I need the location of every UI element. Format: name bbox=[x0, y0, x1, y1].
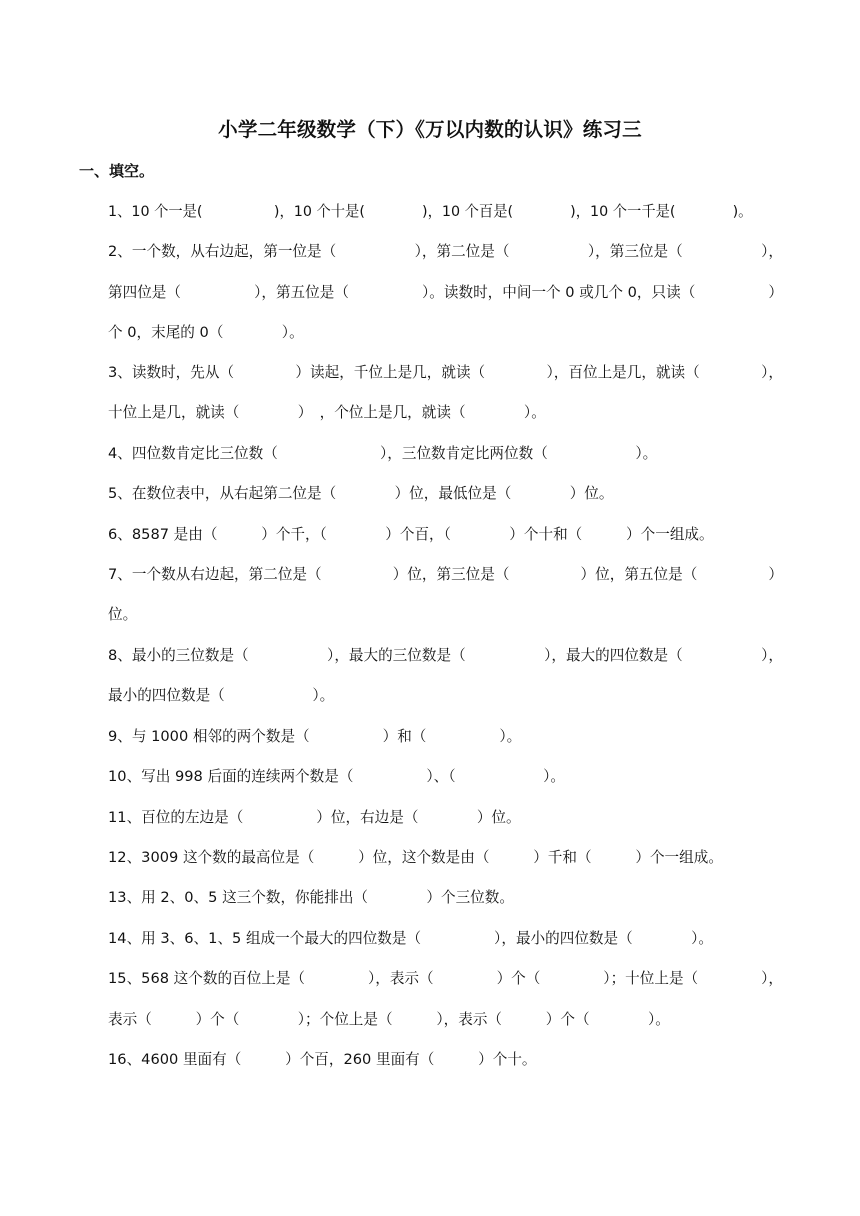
question-15-part: ）个（ bbox=[496, 970, 541, 987]
question-8-part: ），最大的四位数是（ bbox=[544, 647, 683, 664]
question-8-part: 8、最小的三位数是（ bbox=[108, 647, 249, 664]
question-3-part: ）， bbox=[761, 364, 783, 381]
question-7-part: ） bbox=[768, 566, 783, 583]
question-14: 14、用 3、6、1、5 组成一个最大的四位数是（ ），最小的四位数是（ ）。 bbox=[108, 930, 713, 947]
question-1: 1、10 个一是( )，10 个十是( )，10 个百是( )，10 个一千是( )。 bbox=[108, 203, 753, 220]
question-2 bbox=[108, 242, 783, 262]
question-2-part: ） bbox=[768, 284, 783, 301]
page-title: 小学二年级数学（下）《万以内数的认识》练习三 bbox=[218, 118, 642, 141]
question-9: 9、与 1000 相邻的两个数是（ ）和（ ）。 bbox=[108, 728, 522, 745]
question-13: 13、用 2、0、5 这三个数，你能排出（ ）个三位数。 bbox=[108, 889, 514, 906]
question-2-part: ）。读数时，中间一个 0 或几个 0，只读（ bbox=[422, 284, 696, 301]
question-7-part: 7、一个数从右边起，第二位是（ bbox=[108, 566, 322, 583]
question-2-part: 第四位是（ bbox=[108, 284, 181, 301]
question-2-line-3: 个 0，末尾的 0（ ）。 bbox=[108, 324, 304, 341]
question-15-part: ）；十位上是（ bbox=[603, 970, 699, 987]
question-3-part: ）读起，千位上是几，就读（ bbox=[295, 364, 486, 381]
question-12: 12、3009 这个数的最高位是（ ）位，这个数是由（ ）千和（ ）个一组成。 bbox=[108, 849, 723, 866]
question-8-line-2: 最小的四位数是（ ）。 bbox=[108, 687, 335, 704]
question-2-part: ），第二位是（ bbox=[414, 243, 510, 260]
question-7-part: ）位，第三位是（ bbox=[392, 566, 510, 583]
question-10: 10、写出 998 后面的连续两个数是（ ）、（ ）。 bbox=[108, 768, 566, 785]
question-15-part: ），表示（ bbox=[367, 970, 434, 987]
question-15-part: 15、568 这个数的百位上是（ bbox=[108, 970, 306, 987]
question-15 bbox=[108, 969, 783, 989]
question-3-line-2: 十位上是几，就读（ ） ，个位上是几，就读（ ）。 bbox=[108, 404, 546, 421]
question-6: 6、8587 是由（ ）个千，（ ）个百，（ ）个十和（ ）个一组成。 bbox=[108, 526, 714, 543]
section-heading: 一、填空。 bbox=[79, 162, 155, 180]
question-2-part: 2、一个数，从右边起，第一位是（ bbox=[108, 243, 337, 260]
question-5: 5、在数位表中，从右起第二位是（ ）位，最低位是（ ）位。 bbox=[108, 485, 614, 502]
question-15-line-2: 表示（ ）个（ ）；个位上是（ ），表示（ ）个（ ）。 bbox=[108, 1011, 670, 1028]
question-4: 4、四位数肯定比三位数（ ），三位数肯定比两位数（ ）。 bbox=[108, 445, 658, 462]
question-8-part: ），最大的三位数是（ bbox=[327, 647, 466, 664]
question-2-line-2 bbox=[108, 283, 783, 303]
question-8 bbox=[108, 646, 783, 666]
question-16: 16、4600 里面有（ ）个百，260 里面有（ ）个十。 bbox=[108, 1051, 537, 1068]
question-8-part: ）， bbox=[761, 647, 783, 664]
question-15-part: ）， bbox=[761, 970, 783, 987]
question-7 bbox=[108, 565, 783, 585]
question-2-part: ），第五位是（ bbox=[254, 284, 349, 301]
question-2-part: ）， bbox=[761, 243, 783, 260]
question-11: 11、百位的左边是（ ）位，右边是（ ）位。 bbox=[108, 809, 521, 826]
question-7-part: ）位，第五位是（ bbox=[580, 566, 698, 583]
question-3 bbox=[108, 363, 783, 383]
question-3-part: 3、读数时，先从（ bbox=[108, 364, 235, 381]
question-3-part: ），百位上是几，就读（ bbox=[546, 364, 700, 381]
question-7-line-2: 位。 bbox=[108, 606, 138, 623]
question-2-part: ），第三位是（ bbox=[587, 243, 683, 260]
